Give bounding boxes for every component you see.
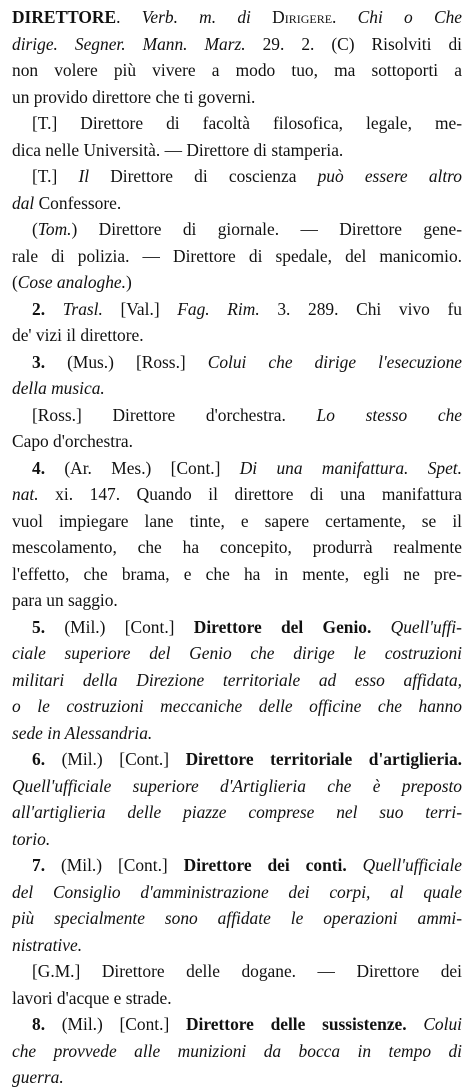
entry-line bbox=[12, 481, 462, 508]
entry-line bbox=[12, 561, 462, 588]
entry-text: vuol impiegare lane tinte, e sapere certamente, se il bbox=[12, 510, 462, 531]
entry-line bbox=[12, 1038, 462, 1065]
entry-line bbox=[12, 587, 462, 614]
entry-line bbox=[12, 1064, 462, 1091]
entry-line bbox=[12, 932, 462, 959]
entry-italic-text: Quell'ufficiale bbox=[362, 855, 462, 875]
entry-bold-text: 8. bbox=[32, 1014, 46, 1034]
entry-text: ) bbox=[126, 272, 132, 292]
entry-line bbox=[12, 852, 462, 879]
entry-italic-text: Il bbox=[78, 166, 90, 186]
entry-italic-text: all'artiglieria delle piazze comprese nel suo terri- bbox=[12, 802, 462, 822]
entry-bold-text: Direttore delle sussistenze. bbox=[185, 1014, 407, 1034]
entry-text: xi. 147. Quando il direttore di una manifattura bbox=[38, 484, 462, 504]
entry-line bbox=[12, 57, 462, 84]
entry-italic-text: nistrative. bbox=[12, 934, 83, 955]
entry-italic-text: Colui che dirige l'esecuzione bbox=[207, 351, 462, 372]
entry-line bbox=[12, 31, 462, 58]
entry-italic-text: nat. bbox=[12, 484, 39, 504]
entry-italic-text: sede in Alessandria. bbox=[12, 722, 153, 743]
entry-text: [G.M.] Direttore delle dogane. — Direttore dei bbox=[32, 961, 462, 981]
entry-italic-text: Lo stesso che bbox=[316, 404, 462, 425]
entry-text: [Val.] bbox=[102, 298, 178, 319]
entry-italic-text: che provvede alle munizioni da bocca in tempo di bbox=[12, 1040, 462, 1061]
entry-italic-text: guerra. bbox=[12, 1067, 64, 1087]
entry-italic-text: dirige. Segner. Mann. Marz. bbox=[12, 33, 246, 54]
entry-italic-text: più specialmente sono affidate le operazioni ammi- bbox=[12, 908, 462, 928]
entry-text: [Ross.] Direttore d'orchestra. bbox=[32, 404, 317, 425]
entry-text: (Mil.) [Cont.] bbox=[45, 749, 186, 769]
entry-italic-text: può essere altro bbox=[317, 166, 462, 186]
entry-bold-text: 2. bbox=[32, 298, 46, 319]
entry-text: (Mus.) [Ross.] bbox=[45, 351, 208, 372]
entry-line bbox=[12, 508, 462, 535]
entry-italic-text: Chi o Che bbox=[357, 7, 462, 27]
entry-line bbox=[12, 720, 462, 747]
entry-line bbox=[12, 428, 462, 455]
entry-italic-text: torio. bbox=[12, 828, 51, 849]
entry-text: un provido direttore che ti governi. bbox=[12, 86, 256, 107]
entry-line bbox=[12, 402, 462, 429]
entry-text: para un saggio. bbox=[12, 590, 118, 610]
entry-bold-text: DIRETTORE bbox=[12, 7, 117, 27]
entry-text bbox=[45, 299, 63, 319]
entry-text bbox=[347, 855, 363, 875]
entry-italic-text: Verb. m. di bbox=[141, 7, 273, 27]
entry-italic-text: del Consiglio d'amministrazione dei corpi, al quale bbox=[12, 881, 462, 902]
entry-italic-text: della musica. bbox=[12, 378, 105, 398]
entry-text: (Mil.) [Cont.] bbox=[45, 1014, 186, 1034]
entry-line bbox=[12, 826, 462, 853]
entry-line bbox=[12, 905, 462, 932]
entry-bold-text: 3. bbox=[32, 351, 46, 372]
entry-text: ( bbox=[12, 272, 18, 292]
entry-text: de' vizi il direttore. bbox=[12, 325, 144, 345]
entry-text: 29. 2. (C) Risolviti di bbox=[245, 33, 462, 54]
entry-text: 3. 289. Chi vivo fu bbox=[259, 298, 462, 319]
entry-line bbox=[12, 84, 462, 111]
entry-line bbox=[12, 190, 462, 217]
entry-italic-text: Cose analoghe. bbox=[17, 272, 126, 292]
entry-text: ( bbox=[32, 219, 38, 239]
entry-bold-text: Direttore del Genio. bbox=[193, 616, 372, 637]
entry-bold-text: 7. bbox=[32, 855, 46, 875]
entry-line bbox=[12, 746, 462, 773]
entry-italic-text: dal bbox=[12, 192, 35, 213]
entry-text: Confessore. bbox=[34, 192, 122, 213]
entry-line bbox=[12, 614, 462, 641]
entry-bold-text: 5. bbox=[32, 616, 46, 637]
entry-line bbox=[12, 4, 462, 31]
entry-italic-text: militari della Direzione territoriale ad esso affidata, bbox=[12, 669, 462, 690]
entry-text bbox=[371, 617, 390, 637]
entry-line bbox=[12, 296, 462, 323]
entry-bold-text: Direttore territoriale d'artiglieria. bbox=[185, 749, 462, 769]
entry-italic-text: Tom. bbox=[37, 219, 72, 239]
entry-text: ) Direttore di giornale. — Direttore gene- bbox=[71, 219, 462, 239]
entry-line bbox=[12, 322, 462, 349]
entry-text: [T.] Direttore di facoltà filosofica, legale, me- bbox=[32, 113, 462, 133]
entry-smallcaps-text: Dirigere bbox=[272, 7, 333, 27]
entry-line bbox=[12, 1011, 462, 1038]
entry-text: [T.] bbox=[32, 166, 79, 186]
entry-italic-text: Di una manifattura. Spet. bbox=[239, 457, 462, 478]
entry-text bbox=[407, 1014, 424, 1034]
entry-line bbox=[12, 349, 462, 376]
entry-italic-text: o le costruzioni meccaniche delle officine che hanno bbox=[12, 696, 462, 716]
entry-line bbox=[12, 243, 462, 270]
entry-line bbox=[12, 216, 462, 243]
entry-text: . bbox=[116, 7, 142, 27]
entry-text: (Mil.) [Cont.] bbox=[45, 616, 194, 637]
entry-line bbox=[12, 958, 462, 985]
entry-text: non volere più vivere a modo tuo, ma sottoporti a bbox=[12, 60, 462, 80]
entry-line bbox=[12, 985, 462, 1012]
entry-italic-text: Quell'ufficiale superiore d'Artiglieria che è preposto bbox=[12, 775, 462, 796]
entry-line bbox=[12, 773, 462, 800]
entry-line bbox=[12, 110, 462, 137]
entry-text: lavori d'acque e strade. bbox=[12, 987, 172, 1008]
entry-text: (Mil.) [Cont.] bbox=[45, 855, 184, 875]
entry-line bbox=[12, 163, 462, 190]
entry-text: dica nelle Università. — Direttore di stamperia. bbox=[12, 139, 344, 160]
entry-italic-text: ciale superiore del Genio che dirige le costruzioni bbox=[12, 643, 462, 663]
entry-text: mescolamento, che ha concepito, produrrà realmente bbox=[12, 537, 462, 557]
entry-line bbox=[12, 879, 462, 906]
entry-text: Capo d'orchestra. bbox=[12, 431, 133, 451]
entry-text: l'effetto, che brama, e che ha in mente, egli ne pre- bbox=[12, 563, 462, 584]
entry-italic-text: Trasl. bbox=[62, 298, 103, 319]
entry-text: . bbox=[332, 7, 358, 27]
entry-line bbox=[12, 269, 462, 296]
entry-line bbox=[12, 799, 462, 826]
entry-text: Direttore di coscienza bbox=[89, 166, 318, 186]
entry-line bbox=[12, 667, 462, 694]
entry-line bbox=[12, 640, 462, 667]
entry-line bbox=[12, 534, 462, 561]
entry-bold-text: 6. bbox=[32, 749, 46, 769]
entry-line bbox=[12, 375, 462, 402]
entry-italic-text: Fag. Rim. bbox=[177, 298, 260, 319]
entry-bold-text: Direttore dei conti. bbox=[183, 855, 347, 875]
entry-line bbox=[12, 137, 462, 164]
entry-line bbox=[12, 455, 462, 482]
entry-bold-text: 4. bbox=[32, 457, 46, 478]
entry-italic-text: Colui bbox=[423, 1014, 462, 1034]
entry-line bbox=[12, 693, 462, 720]
entry-italic-text: Quell'uffi- bbox=[390, 616, 462, 637]
entry-text: (Ar. Mes.) [Cont.] bbox=[45, 457, 240, 478]
entry-text: rale di polizia. — Direttore di spedale, del manicomio. bbox=[12, 245, 462, 266]
